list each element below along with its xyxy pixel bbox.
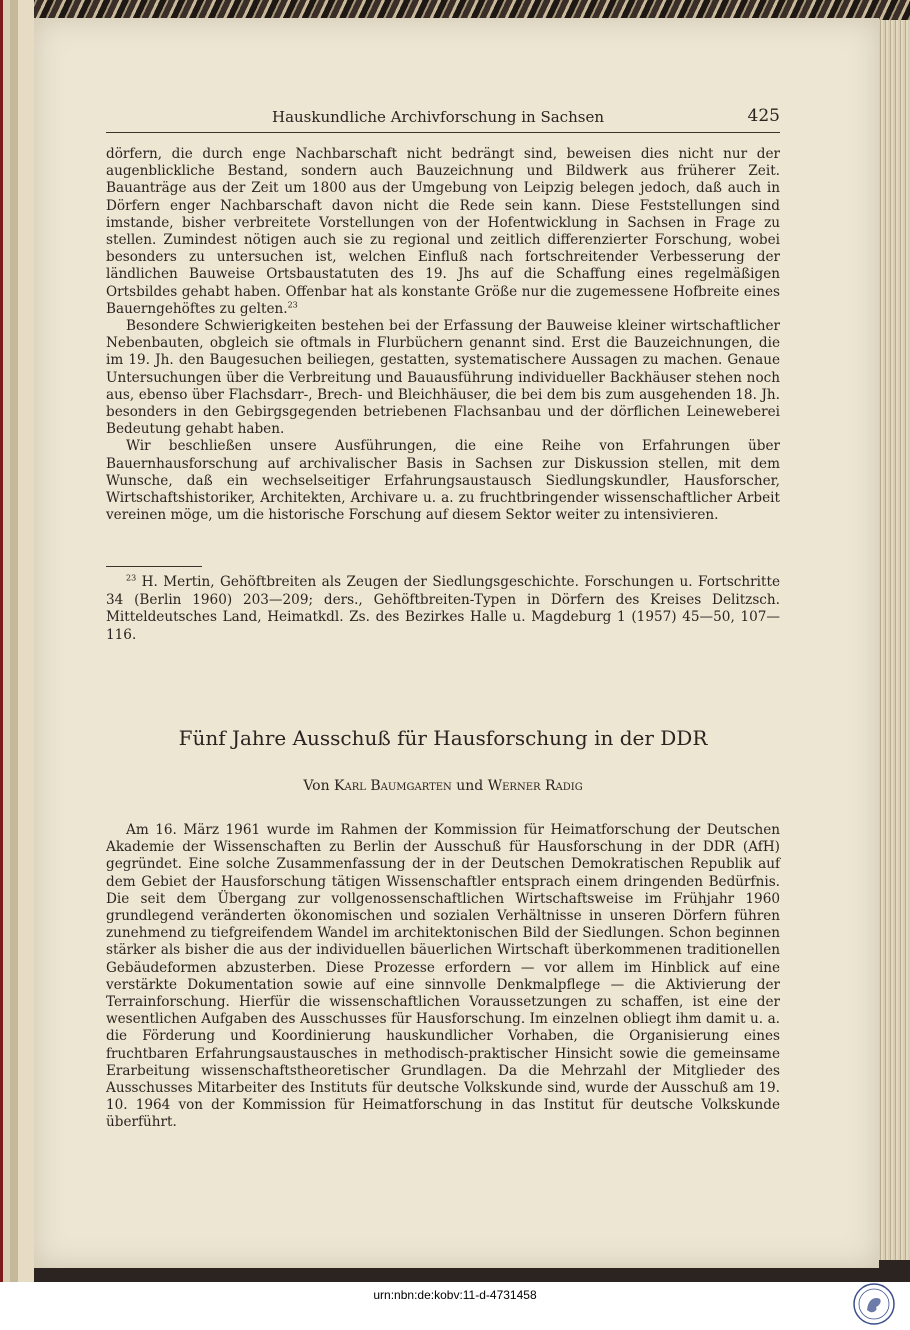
body-paragraph: Besondere Schwierigkeiten bestehen bei der Erfassung der Bauweise kleiner wirtschaftlicher Nebenbauten, obgleich sie oftmals in Flurbüchern genannt sind. Erst die Bauzeichnungen, die im 19. Jh. den Baugesuchen beiliegen, gestatten, systematischere Aussagen zu machen. Genaue Untersuchungen über die Verbreitung und Bauausführung individueller Backhäuser stehen noch aus, ebenso über Flachsdarr-, Brech- und Bleichhäuser, die bei dem bis zum ausgehenden 18. Jh. besonders in den Gebirgsgegenden betriebenen Flachsanbau und der dörflichen Leineweberei Bedeutung gehabt haben. <box>106 318 780 438</box>
running-title: Hauskundliche Archivforschung in Sachsen <box>272 108 604 126</box>
left-page-edge <box>0 0 34 1282</box>
university-seal-icon <box>852 1282 896 1326</box>
page-number: 425 <box>747 106 780 126</box>
running-head <box>106 108 780 133</box>
footnote <box>106 574 780 644</box>
byline: Von Karl Baumgarten und Werner Radig <box>303 778 583 794</box>
footnote-marker: 23 <box>287 300 298 310</box>
body-paragraph: dörfern, die durch enge Nachbarschaft nicht bedrängt sind, beweisen dies nicht nur der augenblickliche Bestand, sondern auch Bauzeichnung und Bildwerk aus früherer Zeit. Bauanträge aus der Zeit um 1800 aus der Umgebung von Leipzig belegen jedoch, daß auch in Dörfern enger Nachbarschaft davon nicht die Rede sein kann. Diese Feststellungen sind imstande, bisher verbreitete Vorstellungen von der Hofentwicklung in Sachsen in Frage zu stellen. Zumindest nötigen auch sie zu regional und zeitlich differenzierter Forschung, wobei besonders zu untersuchen ist, welchen Einfluß nach fortschreitender Verbesserung der ländlichen Bauweise Ortsbaustatuten des 19. Jhs auf die Schaffung eines regelmäßigen Ortsbildes gehabt haben. Offenbar hat als konstante Größe nur die zugemessene Hofbreite eines Bauerngehöftes zu gelten.$^{23}$ <box>106 146 780 317</box>
body-paragraph: Wir beschließen unsere Ausführungen, die eine Reihe von Erfahrungen über Bauernhausforschung auf archivalischer Basis in Sachsen zur Diskussion stellen, mit dem Wunsche, daß ein wechselseitiger Erfahrungsaustausch Siedlungskundler, Hausforscher, Wirtschaftshistoriker, Architekten, Archivare u. a. zu fruchtbringender wissenschaftlicher Arbeit vereinen möge, um die historische Forschung auf diesem Sektor weiter zu intensivieren. <box>106 438 780 524</box>
section-paragraph: Am 16. März 1961 wurde im Rahmen der Kommission für Heimatforschung der Deutschen Akademie der Wissenschaften zu Berlin der Ausschuß für Hausforschung in der DDR (AfH) gegründet. Eine solche Zusammenfassung der in der Deutschen Demokratischen Republik auf dem Gebiet der Hausforschung tätigen Wissenschaftler entsprach einem dringenden Bedürfnis. Die seit dem Übergang zur vollgenossenschaftlichen Wirtschaftsweise im Frühjahr 1960 grundlegend veränderten ökonomischen und sozialen Verhältnisse in unseren Dörfern führen zunehmend zu tiefgreifendem Wandel im architektonischen Bild der Siedlungen. Schon beginnen stärker als bisher die aus der individuellen bäuerlichen Wirtschaft überkommenen traditionellen Gebäudeformen abzusterben. Diese Prozesse erfordern — vor allem im Hinblick auf eine verstärkte Dokumentation sowie auf eine sinnvolle Denkmalpflege — die Aktivierung der Terrainforschung. Hierfür die wissenschaftlichen Voraussetzungen zu schaffen, ist eine der wesentlichen Aufgaben des Ausschusses für Hausforschung. Im einzelnen obliegt ihm damit u. a. die Förderung und Koordinierung hauskundlicher Vorhaben, die Organisierung eines fruchtbaren Erfahrungsaustausches in methodisch-praktischer Hinsicht sowie die gemeinsame Erarbeitung wissenschaftstheoretischer Grundlagen. Da die Mehrzahl der Mitglieder des Ausschusses Mitarbeiter des Instituts für deutsche Volkskunde sind, wurde der Ausschuß am 19. 10. 1964 von der Kommission für Heimatforschung in das Institut für deutsche Volkskunde überführt. <box>106 822 780 1131</box>
book-page <box>34 18 879 1268</box>
section-body <box>106 822 780 1132</box>
section-title: Fünf Jahre Ausschuß für Hausforschung in der DDR <box>178 726 708 750</box>
author-name: Karl Baumgarten <box>334 778 452 794</box>
author-name: Werner Radig <box>487 778 583 794</box>
footnote-number: 23 <box>126 573 137 583</box>
body-text <box>106 146 780 524</box>
urn-identifier: urn:nbn:de:kobv:11-d-4731458 <box>373 1288 537 1302</box>
footnote-rule <box>106 566 202 567</box>
page-stack-edge <box>878 20 910 1260</box>
footnote-text: H. Mertin, Gehöftbreiten als Zeugen der Siedlungsgeschichte. Forschungen u. Fortschritte 34 (Berlin 1960) 203—209; ders., Gehöftbreiten-Typen in Dörfern des Kreises Delitzsch. Mitteldeutsches Land, Heimatkdl. Zs. des Bezirkes Halle u. Magdeburg 1 (1957) 45—50, 107—116. <box>106 574 780 643</box>
